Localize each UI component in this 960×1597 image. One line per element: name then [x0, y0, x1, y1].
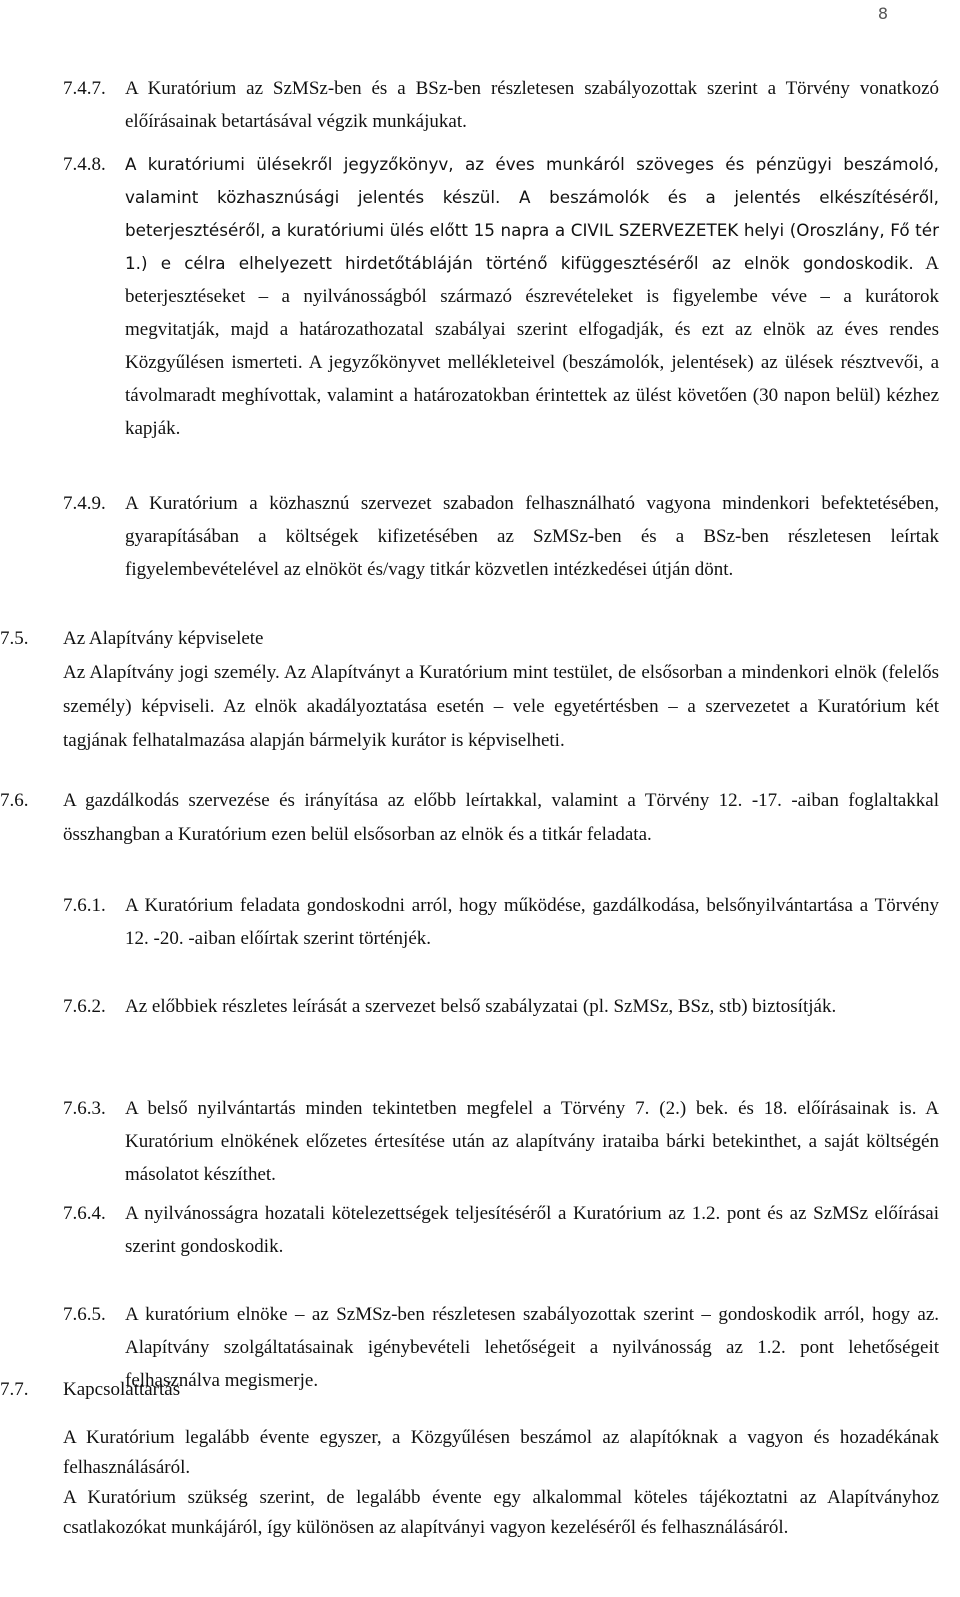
item-number: 7.4.8.: [63, 154, 106, 175]
section-number: 7.5.: [0, 628, 29, 649]
section-paragraph-2: A Kuratórium szükség szerint, de legalább évente egy alkalommal köteles tájékoztatni az Alapítványhoz csatlakozókat munkájáról, így különösen az alapítványi vagyon kezeléséről és felhasználásáról.: [63, 1487, 939, 1538]
item-number: 7.4.7.: [63, 78, 106, 99]
sub-text: A nyilvánosságra hozatali kötelezettségek teljesítéséről a Kuratórium az 1.2. pont és az SzMSz előírásai szerint gondoskodik.: [125, 1203, 939, 1257]
item-7-4-7: [63, 72, 939, 138]
item-number: 7.4.9.: [63, 493, 106, 514]
section-paragraph-1: A Kuratórium legalább évente egyszer, a Közgyűlésen beszámol az alapítóknak a vagyon és hozadékának felhasználásáról.: [63, 1427, 939, 1478]
item-text: [125, 148, 939, 445]
section-number: 7.6.: [0, 790, 29, 811]
section-intro: A gazdálkodás szervezése és irányítása az előbb leírtakkal, valamint a Törvény 12. -17. -aiban foglaltakkal összhangban a Kuratórium ezen belül elsősorban az elnök és a titkár feladata.: [63, 790, 939, 845]
sub-text: A kuratórium elnöke – az SzMSz-ben részletesen szabályozottak szerint – gondoskodik arról, hogy az. Alapítvány szolgáltatásainak igénybevételi lehetőségeit a nyilvánosság az 1.2. pont lehetőségeit felhasználva megismerje.: [125, 1304, 939, 1391]
section-7-5: [0, 622, 939, 758]
sub-number: 7.6.3.: [63, 1098, 106, 1119]
section-7-6: [0, 784, 939, 852]
sub-7-6-3: [63, 1092, 939, 1191]
sub-text: A Kuratórium feladata gondoskodni arról, hogy működése, gazdálkodása, belsőnyilvántartása a Törvény 12. -20. -aiban előírtak szerint történjék.: [125, 895, 939, 949]
section-number: 7.7.: [0, 1379, 29, 1400]
sub-number: 7.6.5.: [63, 1304, 106, 1325]
sub-text: Az előbbiek részletes leírását a szervezet belső szabályzatai (pl. SzMSz, BSz, stb) biztosítják.: [125, 996, 837, 1017]
section-7-7: [0, 1373, 939, 1543]
item-7-4-8: [63, 148, 939, 445]
item-text-serif: A beterjesztéseket – a nyilvánosságból származó észrevételeket is figyelembe véve – a kurátorok megvitatják, majd a határozathozatal szabályai szerint elfogadják, és ezt az elnök az éves rendes Közgyűlésen ismerteti. A jegyzőkönyvet mellékleteivel (beszámolók, jelentések) az ülések résztvevői, a távolmaradt meghívottak, valamint a határozatokban érintettek az ülést követően (30 napon belül) kézhez kapják.: [125, 253, 940, 439]
sub-7-6-2: [63, 990, 939, 1023]
sub-number: 7.6.2.: [63, 996, 106, 1017]
section-title: Kapcsolattartás: [63, 1379, 181, 1400]
item-text: A Kuratórium az SzMSz-ben és a BSz-ben részletesen szabályozottak szerint a Törvény vonatkozó előírásainak betartásával végzik munkájukat.: [125, 78, 939, 132]
sub-7-6-4: [63, 1197, 939, 1263]
sub-number: 7.6.4.: [63, 1203, 106, 1224]
page-number: 8: [877, 4, 888, 23]
section-title: Az Alapítvány képviselete: [63, 628, 264, 649]
item-text: A Kuratórium a közhasznú szervezet szabadon felhasználható vagyona mindenkori befektetésében, gyarapításában a költségek kifizetésében az SzMSz-ben és a BSz-ben részletesen leírtak figyelembevételével az elnököt és/vagy titkár közvetlen intézkedései útján dönt.: [125, 493, 939, 580]
sub-number: 7.6.1.: [63, 895, 106, 916]
sub-text: A belső nyilvántartás minden tekintetben megfelel a Törvény 7. (2.) bek. és 18. előírásainak is. A Kuratórium elnökének előzetes értesítése után az alapítvány irataiba bárki betekinthet, a saját költségén másolatot készíthet.: [125, 1098, 939, 1185]
item-7-4-9: [63, 487, 939, 586]
section-body: Az Alapítvány jogi személy. Az Alapítványt a Kuratórium mint testület, de elsősorban a mindenkori elnök (felelős személy) képviseli. Az elnök akadályoztatása esetén – vele egyetértésben – a szervezetet a Kuratórium két tagjának felhatalmazása alapján bármelyik kurátor is képviselheti.: [63, 662, 939, 751]
sub-7-6-1: [63, 889, 939, 955]
item-text-sans: A kuratóriumi ülésekről jegyzőkönyv, az éves munkáról szöveges és pénzügyi beszámoló, valamint közhasznúsági jelentés készül. A beszámolók és a jelentés elkészítéséről, beterjesztéséről, a kuratóriumi ülés előtt 15 napra a CIVIL SZERVEZETEK helyi (Oroszlány, Fő tér 1.) e célra elhelyezett hirdetőtábláján történő kifüggesztéséről az elnök gondoskodik.: [125, 154, 939, 273]
